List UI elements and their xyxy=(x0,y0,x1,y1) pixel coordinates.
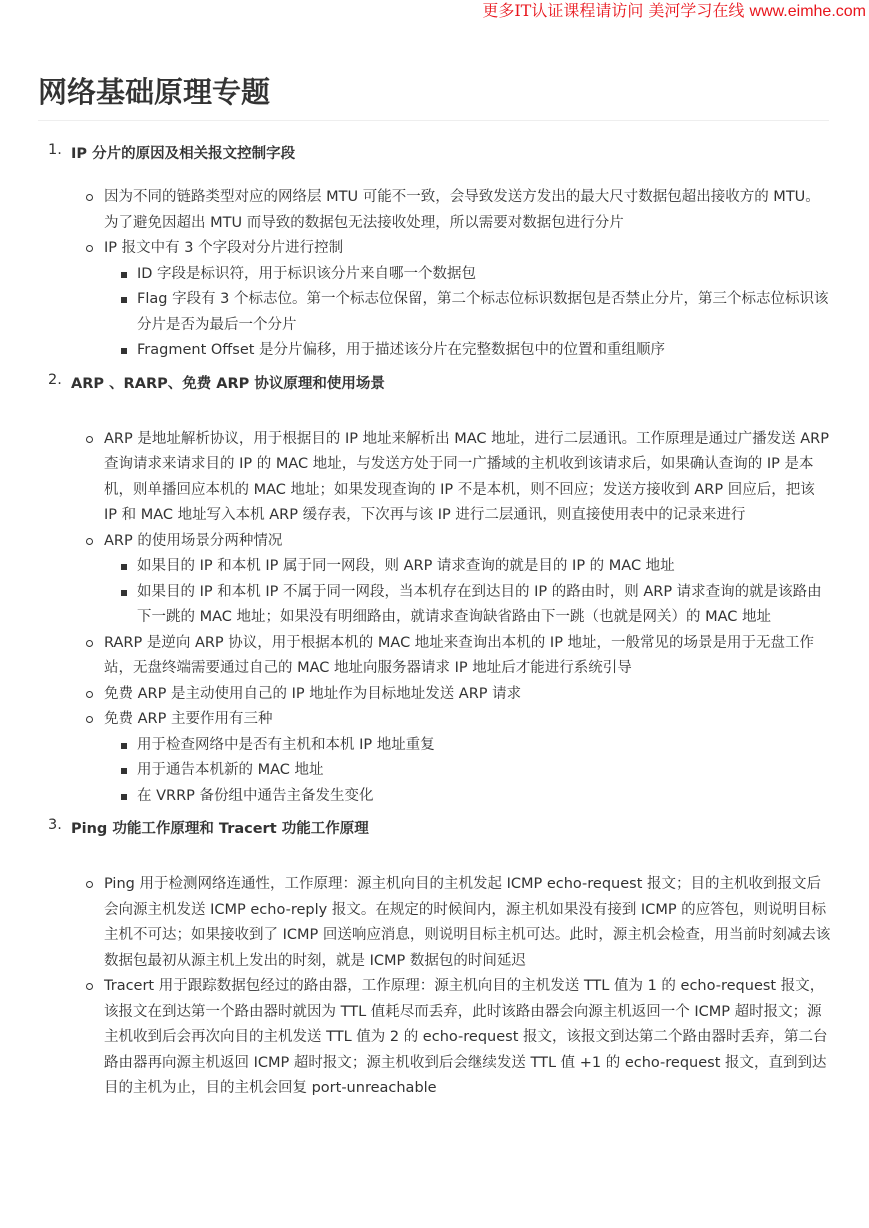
document-body xyxy=(0,140,869,1102)
watermark-banner xyxy=(482,1,866,22)
section-title: Ping 功能工作原理和 Tracert 功能工作原理 xyxy=(71,821,369,837)
section-1 xyxy=(0,140,869,185)
list-item: IP 报文中有 3 个字段对分片进行控制 xyxy=(104,236,831,262)
list-item: Tracert 用于跟踪数据包经过的路由器，工作原理：源主机向目的主机发送 TTL 值为 1 的 echo-request 报文，该报文在到达第一个路由器时就因为 TTL 值耗尽而丢弃，此时该路由器会向源主机返回一个 ICMP 超时报文；源主机收到后会再次向目的主机发送 TTL 值为 2 的 echo-request 报文，该报文到达第二个路由器时丢弃，第二台路由器再向源主机返回 ICMP 超时报文；源主机收到后会继续发送 TTL 值 +1 的 echo-request 报文，直到到达目的主机为止，目的主机会回复 port-unreachable xyxy=(104,974,831,1102)
watermark-text: 更多IT认证课程请访问 美河学习在线 xyxy=(482,1,750,20)
list-item: ARP 是地址解析协议，用于根据目的 IP 地址来解析出 MAC 地址，进行二层通讯。工作原理是通过广播发送 ARP 查询请求来请求目的 IP 的 MAC 地址，与发送方处于同一广播域的主机收到该请求后，如果确认查询的 IP 是本机，则单播回应本机的 MAC 地址；如果发现查询的 IP 不是本机，则不回应；发送方接收到 ARP 回应后，把该 IP 和 MAC 地址写入本机 ARP 缓存表，下次再与该 IP 进行二层通讯，则直接使用表中的记录来进行 xyxy=(104,427,831,529)
sub-list-item: 如果目的 IP 和本机 IP 属于同一网段，则 ARP 请求查询的就是目的 IP 的 MAC 地址 xyxy=(137,554,831,580)
list-item: ARP 的使用场景分两种情况 xyxy=(104,529,831,555)
section-title: IP 分片的原因及相关报文控制字段 xyxy=(71,146,296,162)
section-number: 3. xyxy=(48,817,62,833)
list-item: 因为不同的链路类型对应的网络层 MTU 可能不一致，会导致发送方发出的最大尺寸数据包超出接收方的 MTU。为了避免因超出 MTU 而导致的数据包无法接收处理，所以需要对数据包进行分片 xyxy=(104,185,831,236)
section-3 xyxy=(0,809,869,872)
watermark-url[interactable]: www.eimhe.com xyxy=(749,3,866,20)
list-item: 免费 ARP 主要作用有三种 xyxy=(104,707,831,733)
list-item: Ping 用于检测网络连通性，工作原理：源主机向目的主机发起 ICMP echo-request 报文；目的主机收到报文后会向源主机发送 ICMP echo-reply 报文。在规定的时候间内，源主机如果没有接到 ICMP 的应答包，则说明目标主机不可达；如果接收到了 ICMP 回送响应消息，则说明目标主机可达。此时，源主机会检查，用当前时刻减去该数据包最初从源主机上发出的时刻，就是 ICMP 数据包的时间延迟 xyxy=(104,872,831,974)
sub-list-item: 用于检查网络中是否有主机和本机 IP 地址重复 xyxy=(137,733,831,759)
section-number: 2. xyxy=(48,371,62,388)
sub-list-item: Fragment Offset 是分片偏移，用于描述该分片在完整数据包中的位置和重组顺序 xyxy=(137,338,831,364)
section-number: 1. xyxy=(48,142,62,158)
sub-list-item: 用于通告本机新的 MAC 地址 xyxy=(137,758,831,784)
page-title: 网络基础原理专题 xyxy=(38,75,271,109)
list-item: 免费 ARP 是主动使用自己的 IP 地址作为目标地址发送 ARP 请求 xyxy=(104,682,831,708)
section-title: ARP 、RARP、免费 ARP 协议原理和使用场景 xyxy=(71,375,385,392)
section-2 xyxy=(0,364,869,427)
list-item: RARP 是逆向 ARP 协议，用于根据本机的 MAC 地址来查询出本机的 IP 地址，一般常见的场景是用于无盘工作站，无盘终端需要通过自己的 MAC 地址向服务器请求 IP 地址后才能进行系统引导 xyxy=(104,631,831,682)
sub-list-item: 如果目的 IP 和本机 IP 不属于同一网段，当本机存在到达目的 IP 的路由时，则 ARP 请求查询的就是该路由下一跳的 MAC 地址；如果没有明细路由，就请求查询缺省路由下一跳（也就是网关）的 MAC 地址 xyxy=(137,580,831,631)
sub-list-item: 在 VRRP 备份组中通告主备发生变化 xyxy=(137,784,831,810)
sub-list-item: Flag 字段有 3 个标志位。第一个标志位保留，第二个标志位标识数据包是否禁止分片，第三个标志位标识该分片是否为最后一个分片 xyxy=(137,287,831,338)
sub-list-item: ID 字段是标识符，用于标识该分片来自哪一个数据包 xyxy=(137,262,831,288)
title-divider xyxy=(38,120,829,121)
